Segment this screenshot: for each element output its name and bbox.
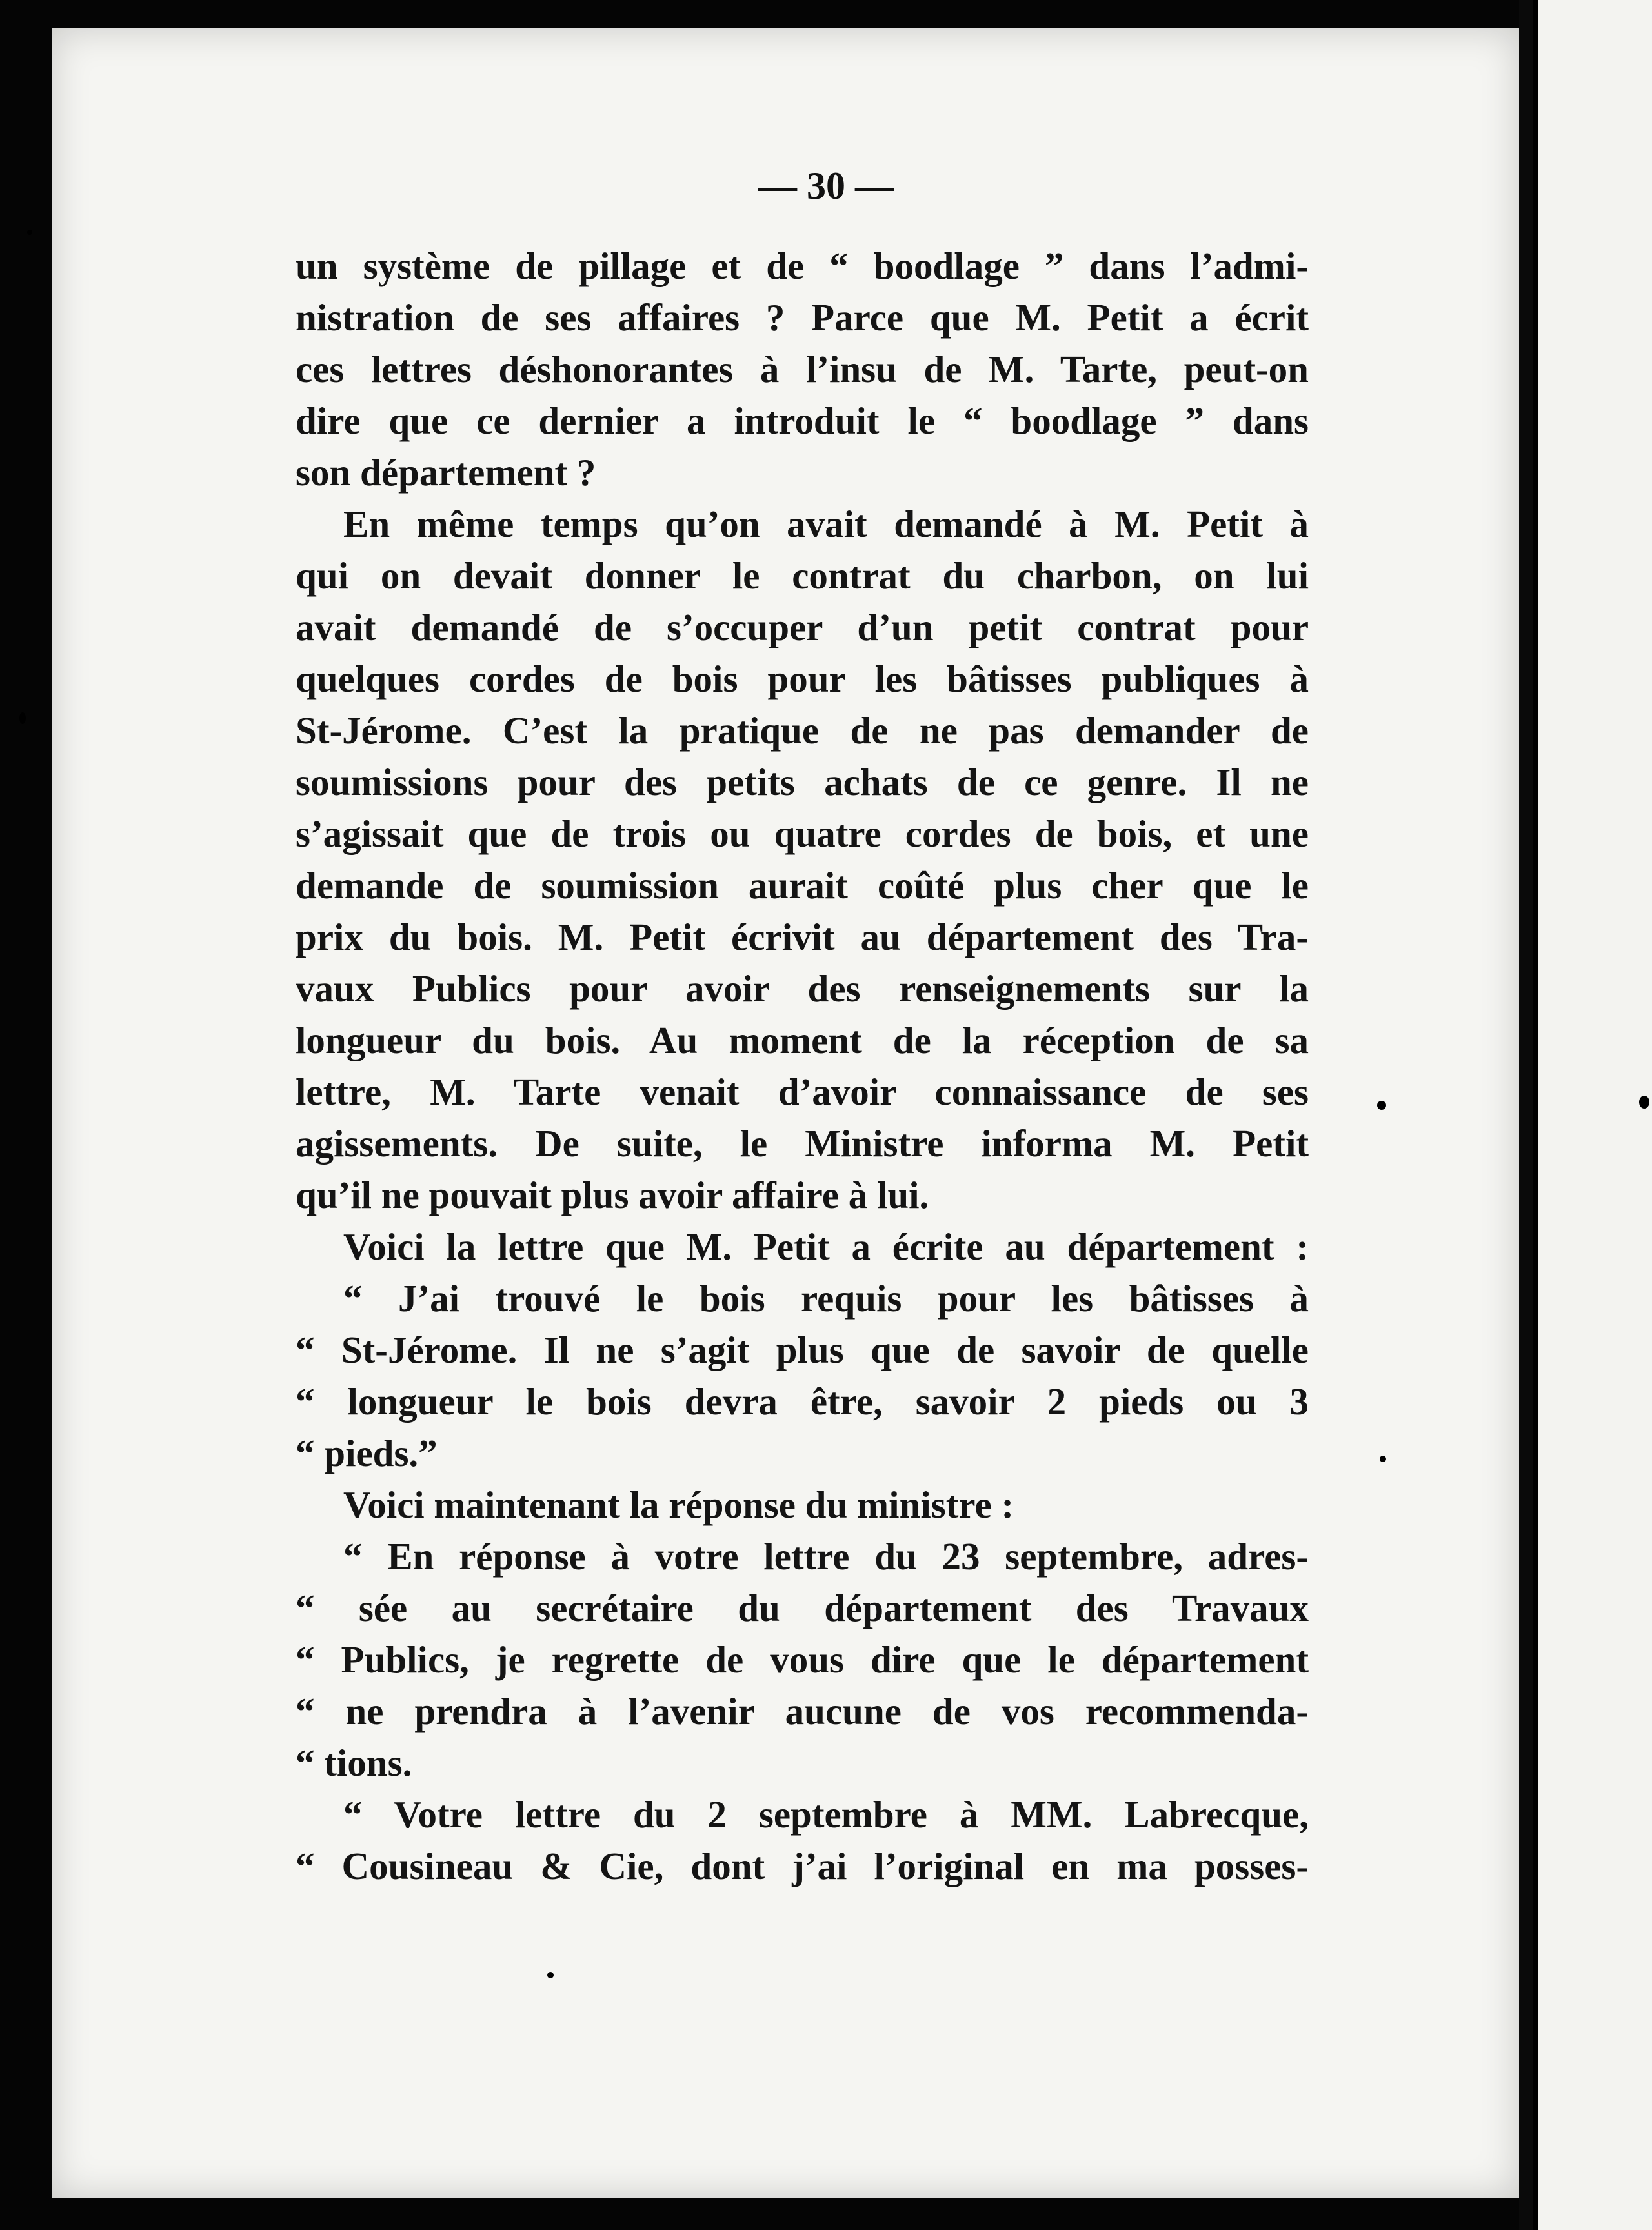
text-line: “ J’ai trouvé le bois requis pour les bâtisses à: [343, 1277, 1309, 1320]
scan-speck: [1377, 1101, 1386, 1110]
text-line: prix du bois. M. Petit écrivit au département des Tra-: [296, 916, 1309, 958]
text-line: “ sée au secrétaire du département des Travaux: [296, 1587, 1309, 1629]
scan-speck: [19, 712, 26, 724]
text-line: “ Votre lettre du 2 septembre à MM. Labrecque,: [343, 1793, 1309, 1836]
text-line: qui on devait donner le contrat du charbon, on lui: [296, 554, 1309, 597]
adjacent-page-strip: [1538, 0, 1652, 2230]
scan-speck: [1639, 1096, 1649, 1109]
text-line: dire que ce dernier a introduit le “ boodlage ” dans: [296, 399, 1309, 442]
text-line: un système de pillage et de “ boodlage ” dans l’admi-: [296, 245, 1309, 287]
text-line: “ ne prendra à l’avenir aucune de vos recommenda-: [296, 1690, 1309, 1733]
text-line: son département ?: [296, 451, 596, 494]
text-line: lettre, M. Tarte venait d’avoir connaissance de ses: [296, 1070, 1309, 1113]
text-line: quelques cordes de bois pour les bâtisses publiques à: [296, 658, 1309, 700]
text-line: “ St-Jérome. Il ne s’agit plus que de savoir de quelle: [296, 1329, 1309, 1371]
text-line: s’agissait que de trois ou quatre cordes de bois, et une: [296, 812, 1309, 855]
text-line: Voici la lettre que M. Petit a écrite au département :: [343, 1225, 1309, 1268]
text-line: demande de soumission aurait coûté plus cher que le: [296, 864, 1309, 907]
text-line: “ pieds.”: [296, 1432, 438, 1474]
scan-speck: [1380, 1456, 1386, 1462]
page-number: — 30 —: [758, 165, 894, 207]
text-line: ces lettres déshonorantes à l’insu de M. Tarte, peut-on: [296, 348, 1309, 390]
text-line: “ tions.: [296, 1742, 412, 1784]
text-line: avait demandé de s’occuper d’un petit contrat pour: [296, 606, 1309, 648]
text-line: En même temps qu’on avait demandé à M. Petit à: [343, 503, 1309, 545]
text-line: longueur du bois. Au moment de la réception de sa: [296, 1019, 1309, 1061]
scan-speck: [547, 1972, 554, 1978]
text-line: St-Jérome. C’est la pratique de ne pas demander de: [296, 709, 1309, 752]
text-line: nistration de ses affaires ? Parce que M. Petit a écrit: [296, 296, 1309, 339]
text-line: Voici maintenant la réponse du ministre :: [343, 1483, 1014, 1526]
text-line: soumissions pour des petits achats de ce genre. Il ne: [296, 761, 1309, 803]
scan-speck: [27, 230, 32, 235]
text-line: “ longueur le bois devra être, savoir 2 pieds ou 3: [296, 1380, 1309, 1423]
text-line: “ En réponse à votre lettre du 23 septembre, adres-: [343, 1535, 1309, 1578]
text-line: agissements. De suite, le Ministre informa M. Petit: [296, 1122, 1309, 1165]
body-text: [296, 240, 1309, 1892]
text-line: “ Publics, je regrette de vous dire que le département: [296, 1638, 1309, 1681]
text-line: qu’il ne pouvait plus avoir affaire à lui.: [296, 1174, 929, 1216]
text-line: vaux Publics pour avoir des renseignements sur la: [296, 967, 1309, 1010]
text-line: “ Cousineau & Cie, dont j’ai l’original en ma posses-: [296, 1845, 1309, 1887]
